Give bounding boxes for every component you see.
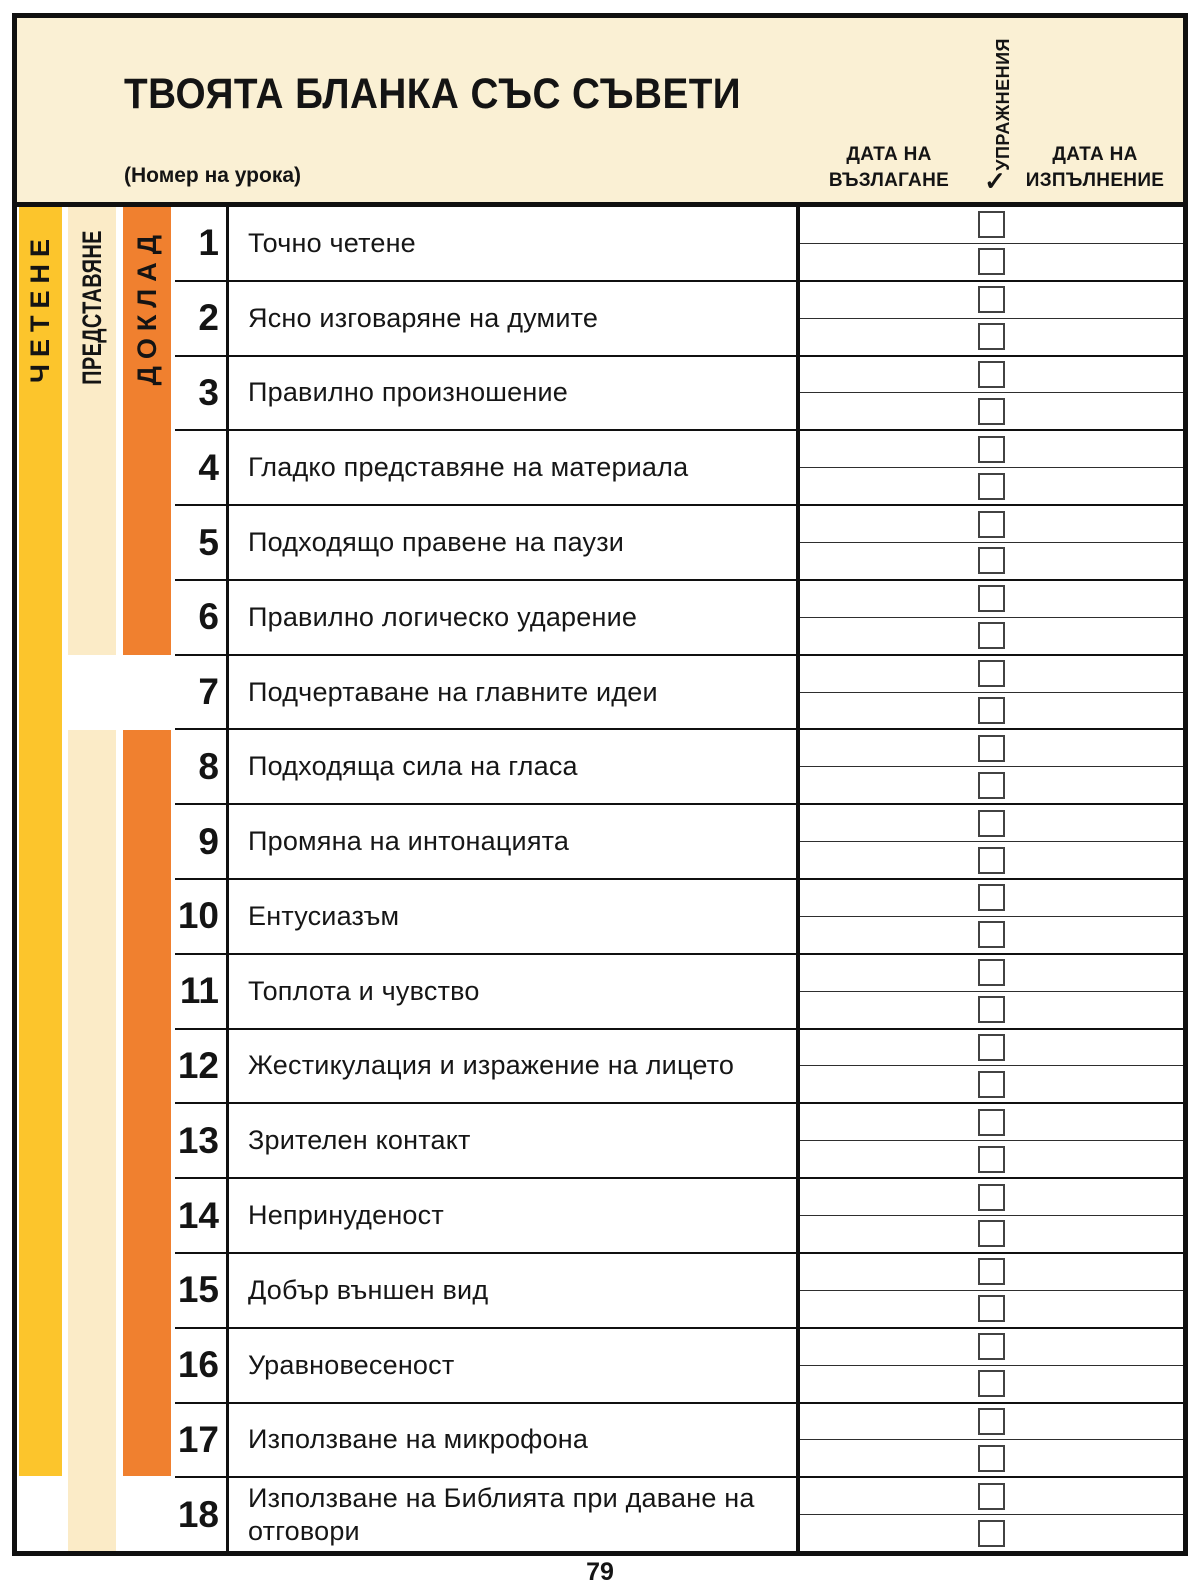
lesson-title: Точно четене [248, 227, 416, 258]
lesson-title: Топлота и чувство [248, 975, 480, 1006]
lesson-title: Жестикулация и изражение на лицето [248, 1050, 735, 1081]
exercise-checkbox[interactable] [978, 1220, 1005, 1247]
date-row[interactable] [800, 955, 1183, 991]
form-body [17, 207, 1183, 1551]
lesson-number: 9 [175, 805, 229, 878]
exercise-checkbox[interactable] [978, 211, 1005, 238]
exercise-checkbox[interactable] [978, 660, 1005, 687]
table-row [175, 654, 1183, 729]
tracking-cells [796, 581, 1183, 654]
category-label-presentation: ПРЕДСТАВЯНЕ [76, 229, 107, 385]
lesson-title: Подходяща сила на гласа [248, 751, 578, 782]
table-row [175, 1028, 1183, 1103]
date-row[interactable] [800, 506, 1183, 542]
done-date-line1: ДАТА НА [1052, 144, 1138, 165]
assign-date-line2: ВЪЗЛАГАНЕ [828, 170, 950, 191]
table-row [175, 429, 1183, 504]
date-row[interactable] [800, 730, 1183, 766]
exercise-checkbox[interactable] [978, 323, 1005, 350]
tracking-cells [796, 805, 1183, 878]
category-bar-talk [123, 207, 171, 655]
exercises-header: УПРАЖНЕНИЯ [992, 37, 1013, 171]
date-row[interactable] [800, 581, 1183, 617]
exercise-checkbox[interactable] [978, 735, 1005, 762]
exercise-checkbox[interactable] [978, 511, 1005, 538]
exercise-checkbox[interactable] [978, 1520, 1005, 1547]
tracking-cells [796, 1104, 1183, 1177]
lesson-title: Ентусиазъм [248, 900, 400, 931]
date-row[interactable] [800, 392, 1183, 429]
date-row[interactable] [800, 805, 1183, 841]
lesson-number: 17 [175, 1404, 229, 1477]
table-row [175, 953, 1183, 1028]
tracking-cells [796, 1179, 1183, 1252]
table-row [175, 1476, 1183, 1551]
lesson-number-note: (Номер на урока) [124, 164, 302, 187]
table-row [175, 355, 1183, 430]
table-row [175, 803, 1183, 878]
category-bar-presentation [68, 207, 116, 655]
exercise-checkbox[interactable] [978, 1034, 1005, 1061]
table-row [175, 728, 1183, 803]
exercise-checkbox[interactable] [978, 810, 1005, 837]
table-row [175, 878, 1183, 953]
lesson-number: 1 [175, 207, 229, 280]
lesson-title: Уравновесеност [248, 1349, 455, 1380]
exercise-checkbox[interactable] [978, 1146, 1005, 1173]
tracking-cells [796, 1404, 1183, 1477]
page-number: 79 [586, 1558, 614, 1586]
tracking-cells [796, 880, 1183, 953]
exercise-checkbox[interactable] [978, 622, 1005, 649]
done-date-line2: ИЗПЪЛНЕНИЕ [1025, 170, 1165, 191]
date-row[interactable] [800, 1439, 1183, 1476]
date-row[interactable] [800, 1404, 1183, 1440]
exercise-checkbox[interactable] [978, 286, 1005, 313]
category-bar-talk-lower [123, 730, 171, 1476]
date-row[interactable] [800, 880, 1183, 916]
exercise-checkbox[interactable] [978, 884, 1005, 911]
lesson-number: 12 [175, 1030, 229, 1103]
lesson-title: Зрителен контакт [248, 1125, 471, 1156]
table-row [175, 1102, 1183, 1177]
page-title: ТВОЯТА БЛАНКА СЪС СЪВЕТИ [124, 70, 742, 118]
lesson-number: 11 [175, 955, 229, 1028]
table-row [175, 1252, 1183, 1327]
lesson-number: 13 [175, 1104, 229, 1177]
date-row[interactable] [800, 357, 1183, 393]
exercise-checkbox[interactable] [978, 921, 1005, 948]
date-row[interactable] [800, 1179, 1183, 1215]
date-row[interactable] [800, 1254, 1183, 1290]
date-row[interactable] [800, 467, 1183, 504]
exercise-checkbox[interactable] [978, 847, 1005, 874]
lesson-number: 7 [175, 656, 229, 729]
date-row[interactable] [800, 617, 1183, 654]
date-row[interactable] [800, 1514, 1183, 1551]
table-row [175, 579, 1183, 654]
category-label-talk: ДОКЛАД [131, 228, 162, 386]
exercise-checkbox[interactable] [978, 398, 1005, 425]
lesson-title: Използване на Библията при даване на отговори [248, 1482, 755, 1546]
exercise-checkbox[interactable] [978, 585, 1005, 612]
lesson-title: Промяна на интонацията [248, 826, 570, 857]
date-row[interactable] [800, 1140, 1183, 1177]
exercise-checkbox[interactable] [978, 436, 1005, 463]
exercise-checkbox[interactable] [978, 1370, 1005, 1397]
date-row[interactable] [800, 656, 1183, 692]
date-row[interactable] [800, 1065, 1183, 1102]
exercise-checkbox[interactable] [978, 1071, 1005, 1098]
date-row[interactable] [800, 1290, 1183, 1327]
tracking-cells [796, 431, 1183, 504]
category-label-reading: ЧЕТЕНЕ [25, 231, 55, 383]
date-row[interactable] [800, 1478, 1183, 1514]
tracking-cells [796, 656, 1183, 729]
lesson-title: Гладко представяне на материала [248, 452, 689, 483]
lesson-number: 2 [175, 282, 229, 355]
lesson-number: 15 [175, 1254, 229, 1327]
exercise-checkbox[interactable] [978, 547, 1005, 574]
lesson-number: 14 [175, 1179, 229, 1252]
date-row[interactable] [800, 766, 1183, 803]
checkmark-icon: ✓ [984, 166, 1006, 196]
counsel-form [12, 13, 1188, 1556]
lesson-title: Използване на микрофона [248, 1424, 589, 1455]
date-row[interactable] [800, 542, 1183, 579]
exercise-checkbox[interactable] [978, 361, 1005, 388]
exercise-checkbox[interactable] [978, 1408, 1005, 1435]
category-bar-reading [19, 207, 62, 1476]
tracking-cells [796, 1478, 1183, 1551]
exercise-checkbox[interactable] [978, 959, 1005, 986]
table-row [175, 207, 1183, 280]
lesson-number: 6 [175, 581, 229, 654]
tracking-cells [796, 506, 1183, 579]
lesson-number: 10 [175, 880, 229, 953]
date-row[interactable] [800, 692, 1183, 729]
table-row [175, 280, 1183, 355]
lesson-number: 3 [175, 357, 229, 430]
exercise-checkbox[interactable] [978, 697, 1005, 724]
form-header [17, 18, 1183, 207]
exercise-checkbox[interactable] [978, 1109, 1005, 1136]
exercise-checkbox[interactable] [978, 1333, 1005, 1360]
lesson-number: 16 [175, 1329, 229, 1402]
lesson-title: Правилно произношение [248, 377, 568, 408]
lesson-title: Непринуденост [248, 1200, 444, 1231]
exercise-checkbox[interactable] [978, 772, 1005, 799]
lesson-title: Добър външен вид [248, 1274, 489, 1305]
exercise-checkbox[interactable] [978, 1184, 1005, 1211]
assign-date-header [789, 142, 989, 194]
date-row[interactable] [800, 1215, 1183, 1252]
date-row[interactable] [800, 1030, 1183, 1066]
date-row[interactable] [800, 916, 1183, 953]
exercise-checkbox[interactable] [978, 473, 1005, 500]
tracking-cells [796, 207, 1183, 280]
tracking-cells [796, 730, 1183, 803]
done-date-header [1005, 142, 1185, 194]
table-row [175, 1177, 1183, 1252]
lesson-number: 18 [175, 1478, 229, 1551]
date-row[interactable] [800, 282, 1183, 318]
exercise-checkbox[interactable] [978, 1295, 1005, 1322]
date-row[interactable] [800, 243, 1183, 280]
date-row[interactable] [800, 431, 1183, 467]
exercise-checkbox[interactable] [978, 248, 1005, 275]
date-row[interactable] [800, 991, 1183, 1028]
tracking-cells [796, 357, 1183, 430]
exercise-checkbox[interactable] [978, 1445, 1005, 1472]
exercise-checkbox[interactable] [978, 1258, 1005, 1285]
lesson-number: 8 [175, 730, 229, 803]
exercise-checkbox[interactable] [978, 1483, 1005, 1510]
lesson-rows [175, 207, 1183, 1551]
lesson-title: Правилно логическо ударение [248, 601, 638, 632]
lesson-number: 4 [175, 431, 229, 504]
tracking-cells [796, 1030, 1183, 1103]
date-row[interactable] [800, 1104, 1183, 1140]
assign-date-line1: ДАТА НА [846, 144, 932, 165]
lesson-title: Подходящо правене на паузи [248, 527, 625, 558]
date-row[interactable] [800, 318, 1183, 355]
tracking-cells [796, 1329, 1183, 1402]
tracking-cells [796, 955, 1183, 1028]
tracking-cells [796, 282, 1183, 355]
date-row[interactable] [800, 207, 1183, 243]
lesson-number: 5 [175, 506, 229, 579]
table-row [175, 504, 1183, 579]
category-bar-presentation-lower [68, 730, 116, 1551]
lesson-title: Подчертаване на главните идеи [248, 676, 658, 707]
date-row[interactable] [800, 1365, 1183, 1402]
date-row[interactable] [800, 1329, 1183, 1365]
table-row [175, 1327, 1183, 1402]
table-row [175, 1402, 1183, 1477]
date-row[interactable] [800, 841, 1183, 878]
exercise-checkbox[interactable] [978, 996, 1005, 1023]
lesson-title: Ясно изговаряне на думите [248, 302, 599, 333]
tracking-cells [796, 1254, 1183, 1327]
